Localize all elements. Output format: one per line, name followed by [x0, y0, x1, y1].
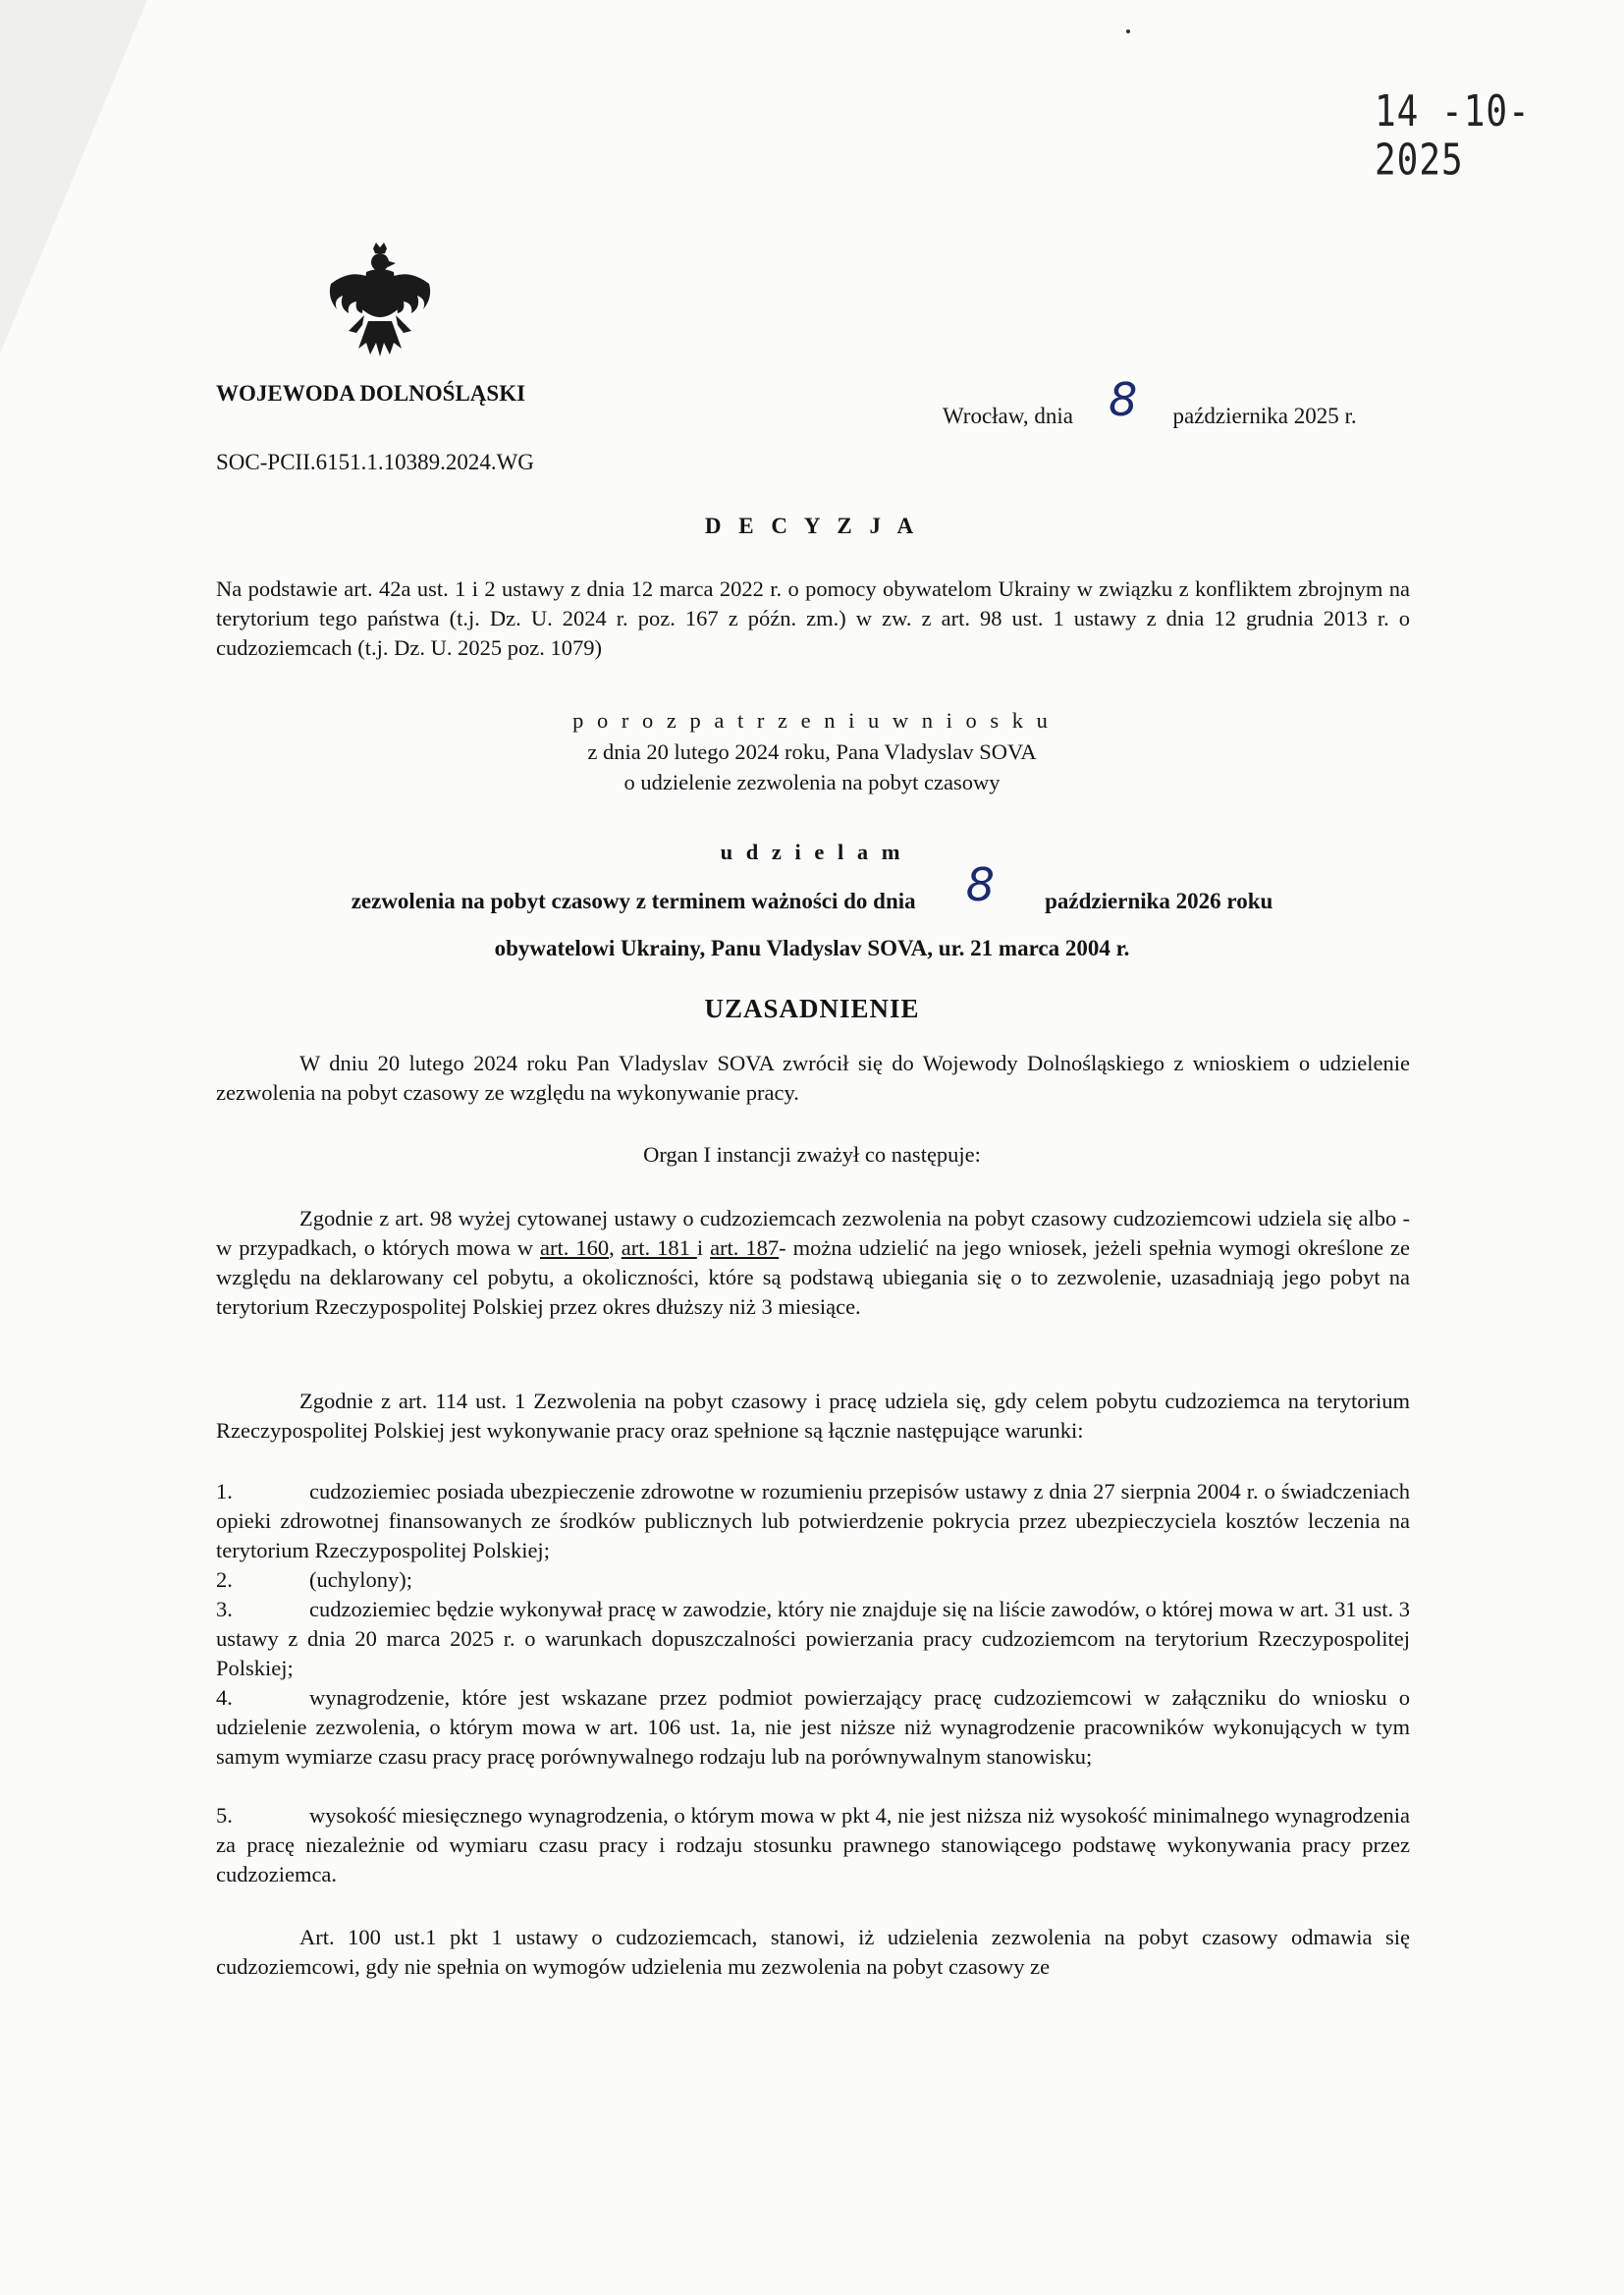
ink-dot [1126, 29, 1130, 33]
case-number: SOC-PCII.6151.1.10389.2024.WG [216, 450, 534, 474]
grant-day-handwritten: 8 [965, 858, 996, 911]
para2-comma: , [609, 1235, 622, 1260]
list-item-number: 3. [216, 1597, 233, 1621]
legal-basis: Na podstawie art. 42a ust. 1 i 2 ustawy z dnia 12 marca 2022 r. o pomocy obywatelom Ukrainy w związku z konfliktem zbrojnym na terytorium tego państwa (t.j. Dz. U. 2024 r. poz. 167 z późn. zm.) w zw. z art. 98 ust. 1 ustawy z dnia 12 grudnia 2013 r. o cudzoziemcach (t.j. Dz. U. 2025 poz. 1079) [216, 576, 1410, 660]
para2-conj: i [696, 1235, 711, 1260]
issue-date [943, 373, 1434, 434]
decision-title: D E C Y Z J A [704, 514, 920, 538]
paper-fold-shadow [0, 0, 147, 354]
grant-prefix: zezwolenia na pobyt czasowy z terminem ważności do dnia [351, 889, 916, 913]
list-item-number: 2. [216, 1567, 233, 1592]
justification-para-2 [216, 1204, 1410, 1322]
art-187-link[interactable]: art. 187 [710, 1235, 780, 1260]
list-item-number: 5. [216, 1803, 233, 1828]
grant-line [0, 858, 1624, 919]
issue-date-suffix: października 2025 r. [1172, 404, 1357, 428]
list-item [216, 1595, 1410, 1683]
list-item [216, 1477, 1410, 1565]
issue-day-handwritten: 8 [1109, 373, 1138, 426]
list-item-text: cudzoziemiec będzie wykonywał pracę w zawodzie, który nie znajduje się na liście zawodów, o której mowa w art. 31 ust. 3 ustawy z dnia 20 marca 2025 r. o warunkach dopuszczalności powierzania pracy cudzoziemcom na terytorium Rzeczypospolitej Polskiej; [216, 1597, 1410, 1680]
list-item-text: wynagrodzenie, które jest wskazane przez podmiot powierzający pracę cudzoziemcowi w załączniku do wniosku o udzielenie zezwolenia, o którym mowa w art. 106 ust. 1a, nie jest niższe niż wynagrodzenie pracowników wykonujących w tym samym wymiarze czasu pracy pracę porównywalnego rodzaju lub na porównywalnym stanowisku; [216, 1685, 1410, 1769]
art-181-link[interactable]: art. 181 [621, 1235, 697, 1260]
grant-word: u d z i e l a m [720, 840, 904, 864]
justification-para-3: Zgodnie z art. 114 ust. 1 Zezwolenia na pobyt czasowy i pracę udziela się, gdy celem pobytu cudzoziemca na terytorium Rzeczypospolitej Polskiej jest wykonywanie pracy oraz spełnione są łącznie następujące warunki: [216, 1389, 1410, 1443]
grant-suffix: października 2026 roku [1045, 889, 1273, 913]
after-review-heading: p o r o z p a t r z e n i u w n i o s k u [572, 708, 1052, 733]
list-item [216, 1565, 1410, 1595]
justification-para-4: Art. 100 ust.1 pkt 1 ustawy o cudzoziemcach, stanowi, iż udzielenia zezwolenia na pobyt czasowy odmawia się cudzoziemcowi, gdy nie spełnia on wymogów udzielenia mu zezwolenia na pobyt czasowy ze [216, 1925, 1410, 1979]
issuing-authority: WOJEWODA DOLNOŚLĄSKI [216, 381, 526, 406]
para2-text-b: - można udzielić na jego wniosek, jeżeli spełnia wymogi określone ze względu na deklarowany cel pobytu, a okoliczności, które są podstawą ubiegania się o to zezwolenie, uzasadniają jego pobyt na terytorium Rzeczypospolitej Polskiej przez okres dłuższy niż 3 miesiące. [216, 1235, 1411, 1319]
list-item-number: 4. [216, 1685, 233, 1710]
list-item-number: 1. [216, 1479, 233, 1503]
list-item-text: cudzoziemiec posiada ubezpieczenie zdrowotne w rozumieniu przepisów ustawy z dnia 27 sierpnia 2004 r. o świadczeniach opieki zdrowotnej finansowanych ze środków publicznych lub potwierdzenie pokrycia przez ubezpieczyciela kosztów leczenia na terytorium Rzeczypospolitej Polskiej; [216, 1479, 1410, 1562]
art-160-link[interactable]: art. 160 [539, 1235, 610, 1260]
request-subject-line: o udzielenie zezwolenia na pobyt czasowy [623, 770, 1001, 794]
list-item [216, 1683, 1410, 1772]
para2-text-a: Zgodnie z art. 98 wyżej cytowanej ustawy o cudzoziemcach zezwolenia na pobyt czasowy cudzoziemcowi udziela się albo - w przypadkach, o których mowa w [216, 1206, 1410, 1260]
received-date-stamp: 14 -10- 2025 [1375, 87, 1531, 186]
justification-title: UZASADNIENIE [704, 994, 920, 1023]
organ-line: Organ I instancji zważył co następuje: [643, 1142, 981, 1167]
recipient-line: obywatelowi Ukrainy, Panu Vladyslav SOVA, ur. 21 marca 2004 r. [494, 936, 1130, 960]
justification-para-1: W dniu 20 lutego 2024 roku Pan Vladyslav SOVA zwrócił się do Wojewody Dolnośląskiego z wnioskiem o udzielenie zezwolenia na pobyt czasowy ze względu na wykonywanie pracy. [216, 1051, 1410, 1105]
request-date-line: z dnia 20 lutego 2024 roku, Pana Vladyslav SOVA [587, 739, 1037, 764]
polish-eagle-emblem-icon [319, 241, 442, 368]
list-item-text: wysokość miesięcznego wynagrodzenia, o którym mowa w pkt 4, nie jest niższa niż wysokość minimalnego wynagrodzenia za pracę niezależnie od wymiaru czasu pracy i rodzaju stosunku prawnego stanowiącego podstawę wykonywania pracy przez cudzoziemca. [216, 1803, 1410, 1886]
issue-date-prefix: Wrocław, dnia [943, 404, 1073, 428]
list-item-text: (uchylony); [309, 1567, 412, 1592]
list-item [216, 1801, 1410, 1889]
